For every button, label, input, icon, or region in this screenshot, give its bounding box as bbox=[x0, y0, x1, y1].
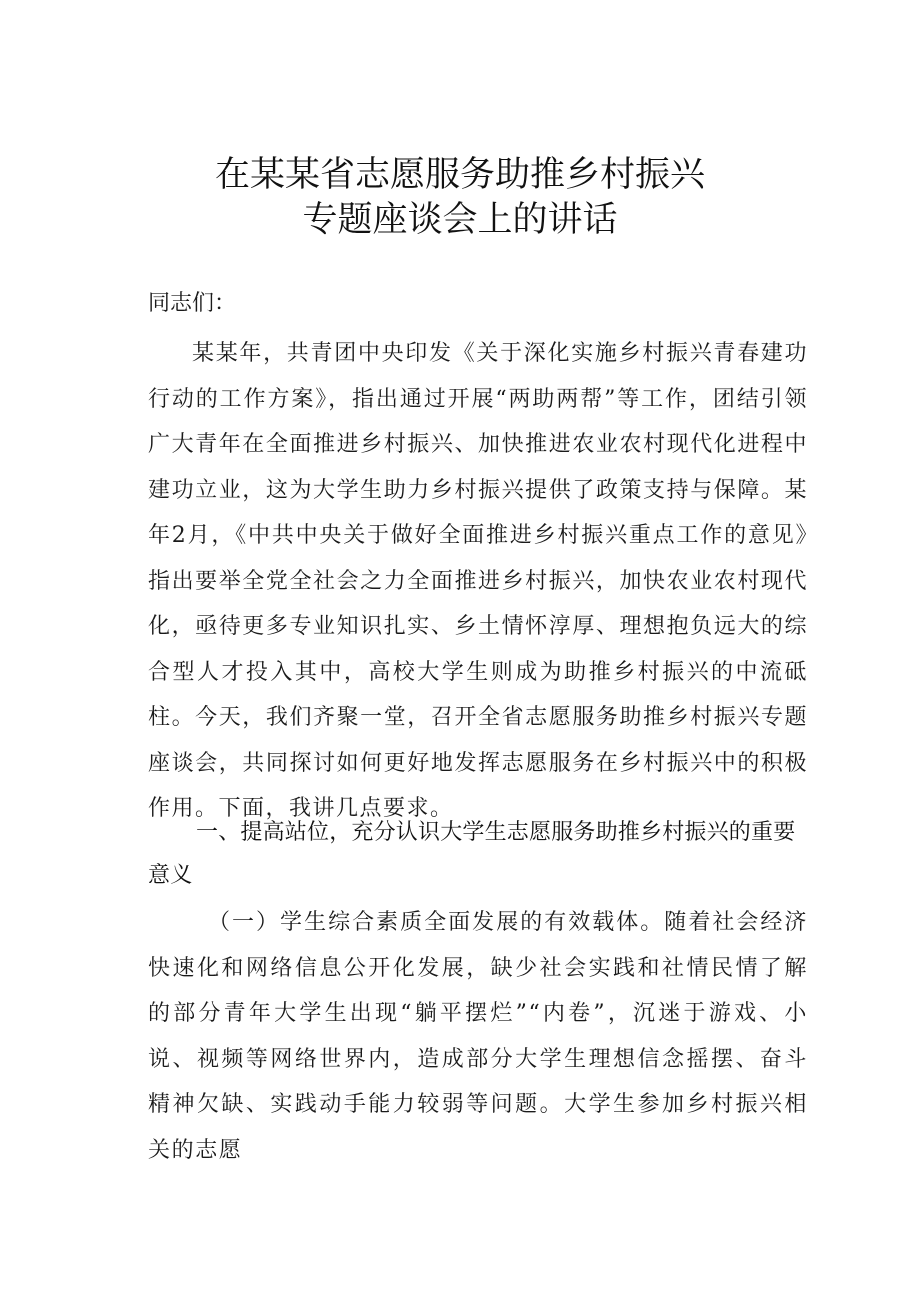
section-heading-1: 一、提高站位，充分认识大学生志愿服务助推乡村振兴的重要意义 bbox=[148, 820, 796, 888]
paragraph-section-1-1: （一）学生综合素质全面发展的有效载体。随着社会经济快速化和网络信息公开化发展，缺少社会实践和社情民情了解的部分青年大学生出现“躺平摆烂”“内卷”，沉迷于游戏、小说、视频等网络世界内，造成部分大学生理想信念摇摆、奋斗精神欠缺、实践动手能力较弱等问题。大学生参加乡村振兴相关的志愿 bbox=[148, 910, 808, 1163]
document-title-line-2: 专题座谈会上的讲话 bbox=[302, 200, 618, 240]
document-title-line-1: 在某某省志愿服务助推乡村振兴 bbox=[214, 155, 705, 195]
salutation: 同志们： bbox=[148, 291, 237, 316]
paragraph-intro: 某某年，共青团中央印发《关于深化实施乡村振兴青春建功行动的工作方案》，指出通过开展“两助两帮”等工作，团结引领广大青年在全面推进乡村振兴、加快推进农业农村现代化进程中建功立业，这为大学生助力乡村振兴提供了政策支持与保障。某年2月，《中共中央关于做好全面推进乡村振兴重点工作的意见》指出要举全党全社会之力全面推进乡村振兴，加快农业农村现代化，亟待更多专业知识扎实、乡土情怀淳厚、理想抱负远大的综合型人才投入其中，高校大学生则成为助推乡村振兴的中流砥柱。今天，我们齐聚一堂，召开全省志愿服务助推乡村振兴专题座谈会，共同探讨如何更好地发挥志愿服务在乡村振兴中的积极作用。下面，我讲几点要求。 bbox=[148, 341, 808, 821]
